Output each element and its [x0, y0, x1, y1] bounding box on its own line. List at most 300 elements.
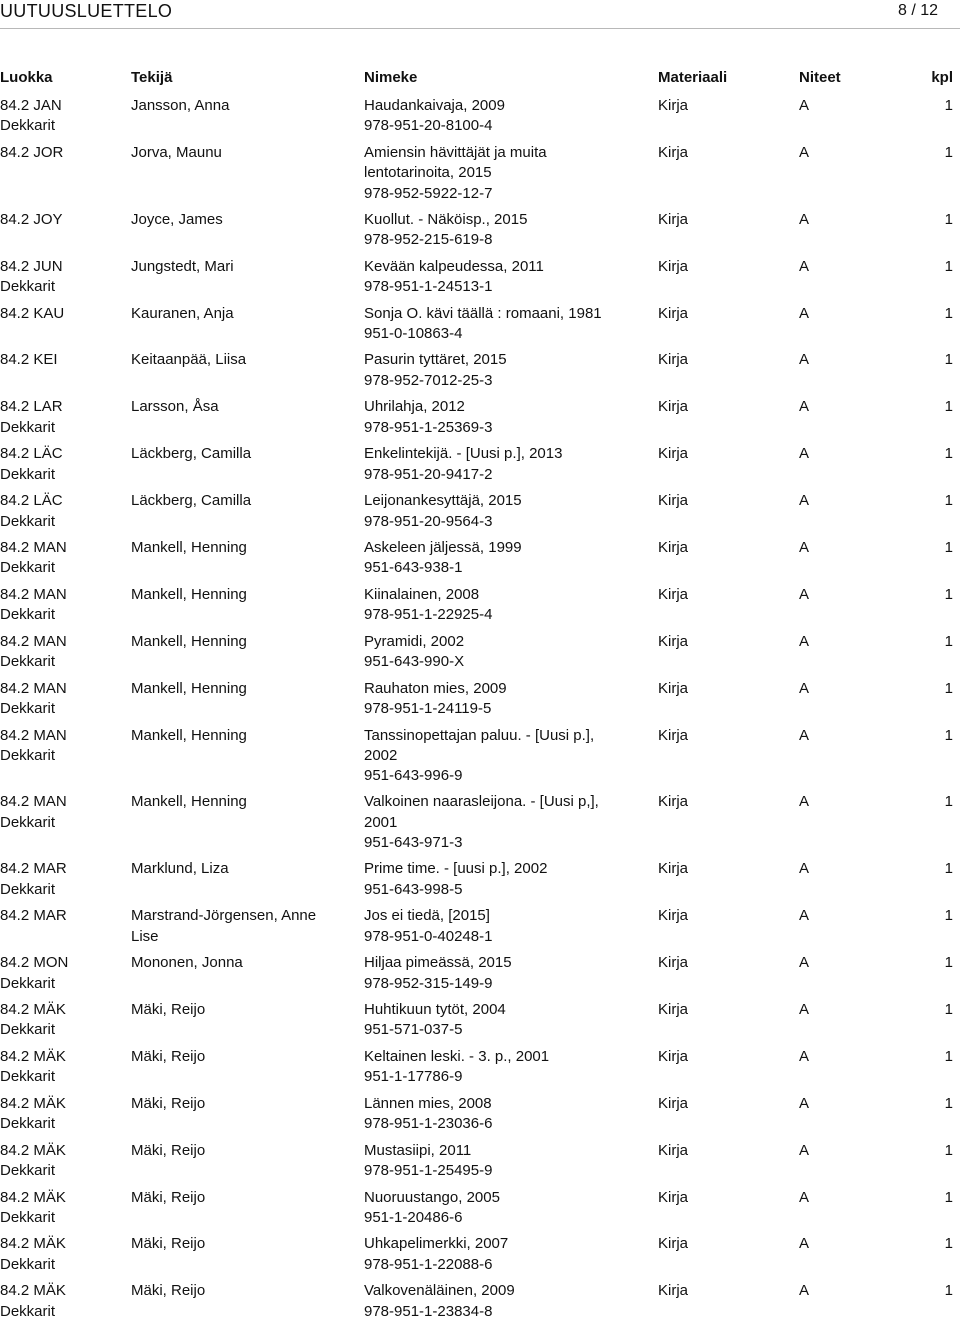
class-cell: [0, 679, 120, 720]
author-cell: [131, 1047, 341, 1067]
catalog-row: [0, 859, 960, 900]
author-cell: [131, 304, 341, 324]
notes-cell: A: [799, 257, 810, 275]
class-code: 84.2 MAN: [0, 793, 67, 811]
count-cell: 1: [944, 143, 953, 161]
notes-cell: A: [799, 351, 810, 369]
material-cell: Kirja: [658, 210, 689, 228]
author-name: Mäki, Reijo: [131, 1282, 206, 1300]
material-cell: Kirja: [658, 954, 689, 972]
title-cell: [364, 350, 624, 391]
catalog-row: [0, 1094, 960, 1135]
catalog-row: [0, 906, 960, 947]
catalog-row: [0, 792, 960, 853]
material-cell: Kirja: [658, 398, 689, 416]
count-cell: 1: [944, 585, 953, 603]
material-cell: Kirja: [658, 257, 689, 275]
author-name: Mäki, Reijo: [131, 1001, 206, 1019]
count-cell: 1: [944, 860, 953, 878]
genre-label: Dekkarit: [0, 512, 56, 530]
author-name: Mononen, Jonna: [131, 954, 243, 972]
class-cell: [0, 350, 120, 370]
author-name: Kauranen, Anja: [131, 304, 234, 322]
isbn: 951-643-996-9: [364, 767, 463, 785]
column-header-title: Nimeke: [364, 69, 418, 86]
book-title: Leijonankesyttäjä, 2015: [364, 492, 522, 510]
count-cell: 1: [944, 304, 953, 322]
isbn: 978-951-1-25495-9: [364, 1162, 493, 1180]
book-title: Lännen mies, 2008: [364, 1094, 492, 1112]
title-cell: [364, 1141, 624, 1182]
genre-label: Dekkarit: [0, 974, 56, 992]
author-name: Mäki, Reijo: [131, 1141, 206, 1159]
count-cell: 1: [944, 210, 953, 228]
notes-cell: A: [799, 632, 810, 650]
author-name: Mankell, Henning: [131, 679, 247, 697]
author-cell: [131, 397, 341, 417]
notes-cell: A: [799, 907, 810, 925]
author-cell: [131, 210, 341, 230]
book-title: Askeleen jäljessä, 1999: [364, 539, 522, 557]
book-title: Sonja O. kävi täällä : romaani, 1981: [364, 304, 602, 322]
isbn: 978-952-5922-12-7: [364, 184, 493, 202]
class-code: 84.2 JOR: [0, 143, 64, 161]
class-code: 84.2 MAN: [0, 726, 67, 744]
notes-cell: A: [799, 860, 810, 878]
genre-label: Dekkarit: [0, 606, 56, 624]
count-cell: 1: [944, 726, 953, 744]
class-code: 84.2 KAU: [0, 304, 65, 322]
count-cell: 1: [944, 257, 953, 275]
class-code: 84.2 MAN: [0, 679, 67, 697]
class-cell: [0, 143, 120, 163]
author-cell: [131, 1281, 341, 1301]
class-code: 84.2 MÄK: [0, 1188, 66, 1206]
catalog-row: [0, 210, 960, 251]
book-title: Huhtikuun tytöt, 2004: [364, 1001, 506, 1019]
genre-label: Dekkarit: [0, 813, 56, 831]
material-cell: Kirja: [658, 585, 689, 603]
header-divider: [0, 28, 960, 29]
title-cell: [364, 906, 624, 947]
isbn: 978-951-20-8100-4: [364, 117, 493, 135]
class-cell: [0, 538, 120, 579]
catalog-row: [0, 491, 960, 532]
title-cell: [364, 632, 624, 673]
material-cell: Kirja: [658, 793, 689, 811]
class-code: 84.2 MÄK: [0, 1094, 66, 1112]
title-cell: [364, 444, 624, 485]
author-cell: [131, 491, 341, 511]
count-cell: 1: [944, 1235, 953, 1253]
book-title: Kevään kalpeudessa, 2011: [364, 257, 544, 275]
count-cell: 1: [944, 1001, 953, 1019]
count-cell: 1: [944, 907, 953, 925]
book-title: Valkoinen naarasleijona. - [Uusi p,], 2001: [364, 793, 599, 831]
count-cell: 1: [944, 1094, 953, 1112]
catalog-row: [0, 632, 960, 673]
author-cell: [131, 632, 341, 652]
book-title: Uhkapelimerkki, 2007: [364, 1235, 509, 1253]
class-cell: [0, 210, 120, 230]
material-cell: Kirja: [658, 492, 689, 510]
count-cell: 1: [944, 445, 953, 463]
catalog-list: [0, 96, 960, 1328]
class-cell: [0, 1000, 120, 1041]
catalog-row: [0, 257, 960, 298]
isbn: 978-951-1-24119-5: [364, 700, 492, 718]
book-title: Valkovenäläinen, 2009: [364, 1282, 515, 1300]
author-name: Mankell, Henning: [131, 585, 247, 603]
class-code: 84.2 MÄK: [0, 1047, 66, 1065]
notes-cell: A: [799, 1188, 810, 1206]
count-cell: 1: [944, 679, 953, 697]
column-header-class: Luokka: [0, 69, 53, 86]
book-title: Amiensin hävittäjät ja muita lentotarinoita, 2015: [364, 143, 547, 182]
title-cell: [364, 1000, 624, 1041]
title-cell: [364, 397, 624, 438]
author-name: Keitaanpää, Liisa: [131, 351, 247, 369]
isbn: 951-0-10863-4: [364, 324, 463, 342]
class-cell: [0, 1234, 120, 1275]
author-cell: [131, 726, 341, 746]
genre-label: Dekkarit: [0, 418, 56, 436]
title-cell: [364, 1047, 624, 1088]
count-cell: 1: [944, 351, 953, 369]
notes-cell: A: [799, 679, 810, 697]
isbn: 978-951-20-9564-3: [364, 512, 493, 530]
material-cell: Kirja: [658, 907, 689, 925]
class-cell: [0, 726, 120, 767]
title-cell: [364, 538, 624, 579]
catalog-row: [0, 1188, 960, 1229]
book-title: Nuoruustango, 2005: [364, 1188, 500, 1206]
title-cell: [364, 726, 624, 787]
count-cell: 1: [944, 1188, 953, 1206]
material-cell: Kirja: [658, 679, 689, 697]
notes-cell: A: [799, 398, 810, 416]
class-code: 84.2 MON: [0, 954, 69, 972]
author-cell: [131, 1141, 341, 1161]
author-name: Mäki, Reijo: [131, 1047, 206, 1065]
count-cell: 1: [944, 632, 953, 650]
title-cell: [364, 304, 624, 345]
page-number: 8 / 12: [897, 2, 938, 19]
notes-cell: A: [799, 1094, 810, 1112]
title-cell: [364, 96, 624, 137]
author-name: Jorva, Maunu: [131, 143, 222, 161]
title-cell: [364, 953, 624, 994]
column-headers: [0, 67, 960, 89]
material-cell: Kirja: [658, 726, 689, 744]
class-code: 84.2 LÄC: [0, 445, 63, 463]
notes-cell: A: [799, 210, 810, 228]
author-cell: [131, 792, 341, 812]
author-cell: [131, 257, 341, 277]
count-cell: 1: [944, 1282, 953, 1300]
notes-cell: A: [799, 726, 810, 744]
catalog-row: [0, 444, 960, 485]
genre-label: Dekkarit: [0, 465, 56, 483]
class-code: 84.2 LÄC: [0, 492, 63, 510]
author-cell: [131, 538, 341, 558]
notes-cell: A: [799, 1235, 810, 1253]
title-cell: [364, 1094, 624, 1135]
count-cell: 1: [944, 1047, 953, 1065]
book-title: Prime time. - [uusi p.], 2002: [364, 860, 548, 878]
book-title: Kiinalainen, 2008: [364, 585, 480, 603]
isbn: 978-951-1-22925-4: [364, 606, 493, 624]
material-cell: Kirja: [658, 1094, 689, 1112]
author-cell: [131, 859, 341, 879]
author-name: Jungstedt, Mari: [131, 257, 234, 275]
notes-cell: A: [799, 1141, 810, 1159]
book-title: Kuollut. - Näköisp., 2015: [364, 210, 528, 228]
genre-label: Dekkarit: [0, 1209, 56, 1226]
book-title: Jos ei tiedä, [2015]: [364, 907, 490, 925]
author-name: Larsson, Åsa: [131, 398, 219, 416]
catalog-row: [0, 726, 960, 787]
class-code: 84.2 MÄK: [0, 1282, 66, 1300]
material-cell: Kirja: [658, 539, 689, 557]
title-cell: [364, 585, 624, 626]
catalog-row: [0, 304, 960, 345]
title-cell: [364, 792, 624, 853]
genre-label: Dekkarit: [0, 1115, 56, 1133]
notes-cell: A: [799, 1047, 810, 1065]
catalog-row: [0, 350, 960, 391]
author-name: Mäki, Reijo: [131, 1235, 206, 1253]
book-title: Enkelintekijä. - [Uusi p.], 2013: [364, 445, 563, 463]
genre-label: Dekkarit: [0, 1068, 56, 1086]
class-cell: [0, 491, 120, 532]
notes-cell: A: [799, 143, 810, 161]
author-cell: [131, 906, 341, 947]
title-cell: [364, 859, 624, 900]
class-code: 84.2 KEI: [0, 351, 58, 369]
class-cell: [0, 444, 120, 485]
catalog-row: [0, 1047, 960, 1088]
isbn: 978-951-1-23036-6: [364, 1115, 493, 1133]
count-cell: 1: [944, 492, 953, 510]
material-cell: Kirja: [658, 445, 689, 463]
isbn: 951-643-998-5: [364, 880, 463, 898]
author-cell: [131, 953, 341, 973]
class-cell: [0, 1281, 120, 1322]
notes-cell: A: [799, 954, 810, 972]
class-cell: [0, 585, 120, 626]
isbn: 978-952-215-619-8: [364, 231, 493, 249]
isbn: 978-952-7012-25-3: [364, 371, 493, 389]
author-name: Mäki, Reijo: [131, 1188, 206, 1206]
author-cell: [131, 444, 341, 464]
class-code: 84.2 MAN: [0, 539, 67, 557]
isbn: 951-643-938-1: [364, 559, 463, 577]
count-cell: 1: [944, 793, 953, 811]
title-cell: [364, 1188, 624, 1229]
notes-cell: A: [799, 585, 810, 603]
author-cell: [131, 679, 341, 699]
isbn: 978-951-20-9417-2: [364, 465, 493, 483]
class-cell: [0, 1047, 120, 1088]
class-cell: [0, 304, 120, 324]
isbn: 978-951-1-24513-1: [364, 278, 493, 296]
isbn: 951-1-20486-6: [364, 1209, 463, 1226]
author-name: Jansson, Anna: [131, 97, 230, 114]
class-code: 84.2 JAN: [0, 97, 62, 114]
class-cell: [0, 96, 120, 137]
catalog-row: [0, 953, 960, 994]
author-cell: [131, 1094, 341, 1114]
genre-label: Dekkarit: [0, 117, 56, 135]
class-code: 84.2 MAN: [0, 632, 67, 650]
title-cell: [364, 257, 624, 298]
class-cell: [0, 257, 120, 298]
book-title: Keltainen leski. - 3. p., 2001: [364, 1047, 550, 1065]
class-code: 84.2 MAR: [0, 860, 67, 878]
author-name: Mäki, Reijo: [131, 1094, 206, 1112]
genre-label: Dekkarit: [0, 880, 56, 898]
catalog-row: [0, 96, 960, 137]
catalog-row: [0, 679, 960, 720]
notes-cell: A: [799, 445, 810, 463]
catalog-row: [0, 1234, 960, 1275]
class-cell: [0, 953, 120, 994]
notes-cell: A: [799, 539, 810, 557]
genre-label: Dekkarit: [0, 1255, 56, 1273]
material-cell: Kirja: [658, 1235, 689, 1253]
isbn: 978-952-315-149-9: [364, 974, 493, 992]
notes-cell: A: [799, 492, 810, 510]
page-header: [0, 0, 960, 24]
isbn: 951-643-990-X: [364, 653, 465, 671]
notes-cell: A: [799, 304, 810, 322]
class-cell: [0, 632, 120, 673]
class-code: 84.2 MÄK: [0, 1141, 66, 1159]
author-cell: [131, 350, 341, 370]
class-code: 84.2 JUN: [0, 257, 63, 275]
title-cell: [364, 679, 624, 720]
author-name: Mankell, Henning: [131, 726, 247, 744]
class-code: 84.2 MÄK: [0, 1235, 66, 1253]
catalog-row: [0, 397, 960, 438]
genre-label: Dekkarit: [0, 700, 56, 718]
author-name: Marklund, Liza: [131, 860, 229, 878]
material-cell: Kirja: [658, 1282, 689, 1300]
author-cell: [131, 1188, 341, 1208]
isbn: 978-951-0-40248-1: [364, 927, 493, 945]
catalog-row: [0, 143, 960, 204]
genre-label: Dekkarit: [0, 559, 56, 577]
class-cell: [0, 397, 120, 438]
isbn: 951-1-17786-9: [364, 1068, 463, 1086]
count-cell: 1: [944, 97, 953, 114]
class-code: 84.2 MAR: [0, 907, 67, 925]
material-cell: Kirja: [658, 1188, 689, 1206]
column-header-material: Materiaali: [658, 69, 728, 86]
material-cell: Kirja: [658, 1001, 689, 1019]
title-cell: [364, 1281, 624, 1322]
material-cell: Kirja: [658, 632, 689, 650]
author-name: Mankell, Henning: [131, 539, 247, 557]
catalog-row: [0, 1141, 960, 1182]
class-code: 84.2 LAR: [0, 398, 63, 416]
book-title: Hiljaa pimeässä, 2015: [364, 954, 512, 972]
isbn: 978-951-1-25369-3: [364, 418, 493, 436]
material-cell: Kirja: [658, 143, 689, 161]
book-title: Haudankaivaja, 2009: [364, 97, 505, 114]
genre-label: Dekkarit: [0, 1162, 56, 1180]
author-name: Läckberg, Camilla: [131, 492, 252, 510]
catalog-row: [0, 1000, 960, 1041]
book-title: Pyramidi, 2002: [364, 632, 465, 650]
genre-label: Dekkarit: [0, 746, 56, 764]
class-code: 84.2 JOY: [0, 210, 63, 228]
catalog-row: [0, 1281, 960, 1322]
genre-label: Dekkarit: [0, 653, 56, 671]
author-name: Marstrand-Jörgensen, Anne Lise: [131, 907, 317, 945]
notes-cell: A: [799, 793, 810, 811]
author-cell: [131, 585, 341, 605]
author-name: Mankell, Henning: [131, 793, 247, 811]
count-cell: 1: [944, 398, 953, 416]
notes-cell: A: [799, 1001, 810, 1019]
title-cell: [364, 1234, 624, 1275]
genre-label: Dekkarit: [0, 1302, 56, 1320]
column-header-author: Tekijä: [131, 69, 173, 86]
author-name: Läckberg, Camilla: [131, 445, 252, 463]
book-title: Tanssinopettajan paluu. - [Uusi p.], 2002: [364, 726, 595, 764]
class-cell: [0, 1188, 120, 1229]
book-title: Mustasiipi, 2011: [364, 1141, 472, 1159]
author-name: Mankell, Henning: [131, 632, 247, 650]
material-cell: Kirja: [658, 1047, 689, 1065]
catalog-row: [0, 538, 960, 579]
author-cell: [131, 1000, 341, 1020]
notes-cell: A: [799, 1282, 810, 1300]
column-header-count: kpl: [931, 69, 953, 86]
genre-label: Dekkarit: [0, 278, 56, 296]
count-cell: 1: [944, 539, 953, 557]
class-cell: [0, 1094, 120, 1135]
book-title: Pasurin tyttäret, 2015: [364, 351, 507, 369]
book-title: Uhrilahja, 2012: [364, 398, 465, 416]
catalog-row: [0, 585, 960, 626]
class-code: 84.2 MÄK: [0, 1001, 66, 1019]
author-cell: [131, 1234, 341, 1254]
class-code: 84.2 MAN: [0, 585, 67, 603]
count-cell: 1: [944, 1141, 953, 1159]
isbn: 951-643-971-3: [364, 834, 463, 852]
genre-label: Dekkarit: [0, 1021, 56, 1039]
title-cell: [364, 491, 624, 532]
class-cell: [0, 859, 120, 900]
material-cell: Kirja: [658, 860, 689, 878]
author-cell: [131, 143, 341, 163]
author-name: Joyce, James: [131, 210, 223, 228]
column-header-notes: Niteet: [799, 69, 841, 86]
material-cell: Kirja: [658, 351, 689, 369]
title-cell: [364, 210, 624, 251]
author-cell: [131, 96, 341, 116]
class-cell: [0, 906, 120, 926]
class-cell: [0, 792, 120, 833]
material-cell: Kirja: [658, 97, 689, 114]
isbn: 978-951-1-23834-8: [364, 1302, 493, 1320]
isbn: 978-951-1-22088-6: [364, 1255, 493, 1273]
isbn: 951-571-037-5: [364, 1021, 463, 1039]
notes-cell: A: [799, 97, 810, 114]
